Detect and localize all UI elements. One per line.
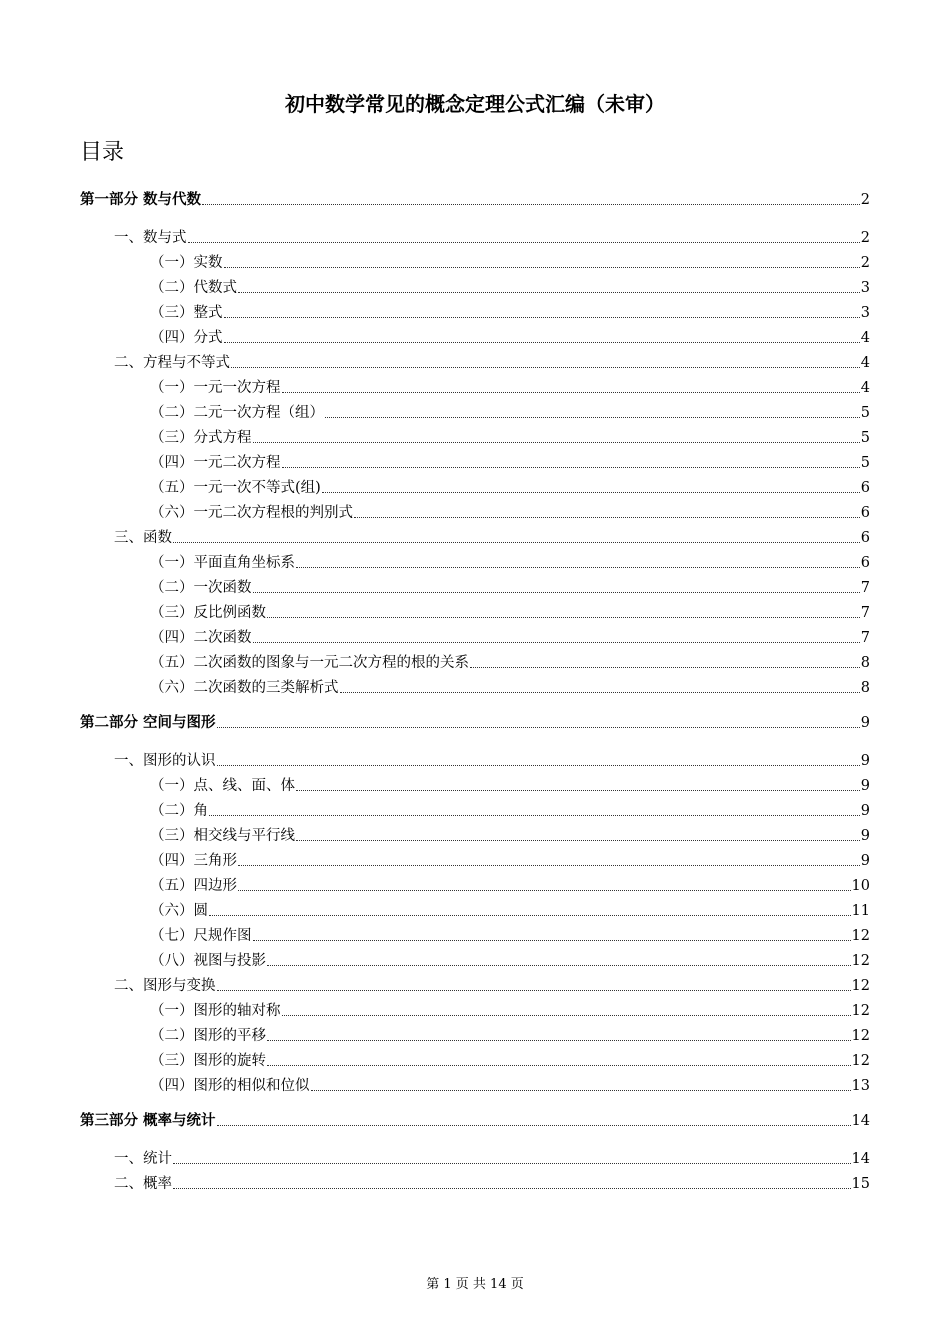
- toc-page-number: 9: [860, 753, 870, 769]
- toc-dot-leader: [282, 392, 860, 393]
- toc-page-number: 9: [860, 778, 870, 794]
- toc-entry-label: （一）平面直角坐标系: [150, 555, 295, 571]
- toc-section-entry[interactable]: [80, 225, 870, 247]
- toc-page-number: 8: [860, 680, 870, 696]
- toc-page-number: 2: [860, 192, 870, 208]
- toc-page-number: 5: [860, 455, 870, 471]
- toc-page-number: 6: [860, 480, 870, 496]
- toc-entry-label: （四）分式: [150, 330, 223, 346]
- toc-subsection-entry[interactable]: [80, 325, 870, 347]
- toc-page-number: 12: [851, 953, 870, 969]
- toc-dot-leader: [231, 367, 860, 368]
- toc-dot-leader: [224, 342, 860, 343]
- toc-dot-leader: [267, 1065, 851, 1066]
- toc-page-number: 10: [851, 878, 870, 894]
- toc-dot-leader: [267, 965, 851, 966]
- toc-subsection-entry[interactable]: [80, 275, 870, 297]
- toc-page-number: 4: [860, 330, 870, 346]
- toc-entry-label: 一、数与式: [114, 230, 187, 246]
- toc-subsection-entry[interactable]: [80, 600, 870, 622]
- toc-page-number: 4: [860, 380, 870, 396]
- toc-dot-leader: [322, 492, 860, 493]
- toc-subsection-entry[interactable]: [80, 848, 870, 870]
- toc-dot-leader: [188, 242, 860, 243]
- toc-dot-leader: [253, 442, 860, 443]
- toc-entry-label: （三）反比例函数: [150, 605, 266, 621]
- toc-dot-leader: [217, 1125, 851, 1126]
- toc-dot-leader: [253, 592, 860, 593]
- toc-section-entry[interactable]: [80, 973, 870, 995]
- page-footer: 第 1 页 共 14 页: [426, 1277, 524, 1292]
- toc-entry-label: （五）二次函数的图象与一元二次方程的根的关系: [150, 655, 469, 671]
- toc-dot-leader: [296, 567, 860, 568]
- toc-subsection-entry[interactable]: [80, 923, 870, 945]
- toc-entry-label: （一）图形的轴对称: [150, 1003, 281, 1019]
- toc-subsection-entry[interactable]: [80, 550, 870, 572]
- toc-dot-leader: [296, 840, 860, 841]
- toc-subsection-entry[interactable]: [80, 823, 870, 845]
- toc-page-number: 14: [851, 1151, 870, 1167]
- toc-entry-label: （七）尺规作图: [150, 928, 252, 944]
- toc-dot-leader: [296, 790, 860, 791]
- toc-dot-leader: [173, 1163, 851, 1164]
- toc-dot-leader: [354, 517, 860, 518]
- toc-subsection-entry[interactable]: [80, 948, 870, 970]
- toc-entry-label: 三、函数: [114, 530, 172, 546]
- toc-subsection-entry[interactable]: [80, 475, 870, 497]
- toc-dot-leader: [282, 1015, 851, 1016]
- toc-section-entry[interactable]: [80, 1146, 870, 1168]
- toc-subsection-entry[interactable]: [80, 300, 870, 322]
- toc-dot-leader: [238, 890, 851, 891]
- toc-subsection-entry[interactable]: [80, 575, 870, 597]
- toc-dot-leader: [325, 417, 860, 418]
- toc-entry-label: （四）图形的相似和位似: [150, 1078, 310, 1094]
- toc-page-number: 6: [860, 530, 870, 546]
- toc-dot-leader: [224, 317, 860, 318]
- toc-entry-label: 第一部分 数与代数: [80, 192, 202, 208]
- toc-page-number: 13: [851, 1078, 870, 1094]
- toc-entry-label: 二、概率: [114, 1176, 172, 1192]
- toc-entry-label: （八）视图与投影: [150, 953, 266, 969]
- toc-page-number: 11: [851, 903, 870, 919]
- toc-section-entry[interactable]: [80, 525, 870, 547]
- toc-entry-label: 第二部分 空间与图形: [80, 715, 216, 731]
- toc-entry-label: 二、图形与变换: [114, 978, 216, 994]
- toc-subsection-entry[interactable]: [80, 500, 870, 522]
- toc-dot-leader: [253, 940, 851, 941]
- toc-page-number: 2: [860, 230, 870, 246]
- toc-page-number: 9: [860, 803, 870, 819]
- toc-page-number: 12: [851, 1003, 870, 1019]
- toc-page-number: 9: [860, 715, 870, 731]
- toc-dot-leader: [217, 990, 851, 991]
- toc-subsection-entry[interactable]: [80, 998, 870, 1020]
- toc-page-number: 5: [860, 405, 870, 421]
- toc-subsection-entry[interactable]: [80, 798, 870, 820]
- toc-subsection-entry[interactable]: [80, 250, 870, 272]
- toc-entry-label: （六）圆: [150, 903, 208, 919]
- toc-page-number: 6: [860, 505, 870, 521]
- toc-page-number: 12: [851, 1053, 870, 1069]
- toc-entry-label: （二）一次函数: [150, 580, 252, 596]
- toc-entry-label: （四）一元二次方程: [150, 455, 281, 471]
- toc-page-number: 14: [851, 1113, 870, 1129]
- toc-entry-label: 一、图形的认识: [114, 753, 216, 769]
- toc-entry-label: （二）图形的平移: [150, 1028, 266, 1044]
- toc-dot-leader: [217, 727, 860, 728]
- toc-section-entry[interactable]: [80, 350, 870, 372]
- toc-part-entry[interactable]: [80, 187, 870, 209]
- toc-entry-label: （五）四边形: [150, 878, 237, 894]
- toc-entry-label: （二）二元一次方程（组）: [150, 405, 324, 421]
- toc-entry-label: （三）图形的旋转: [150, 1053, 266, 1069]
- toc-entry-label: （一）点、线、面、体: [150, 778, 295, 794]
- toc-dot-leader: [217, 765, 860, 766]
- toc-entry-label: （六）二次函数的三类解析式: [150, 680, 339, 696]
- toc-dot-leader: [202, 204, 860, 205]
- toc-subsection-entry[interactable]: [80, 1073, 870, 1095]
- toc-subsection-entry[interactable]: [80, 375, 870, 397]
- toc-dot-leader: [311, 1090, 851, 1091]
- toc-entry-label: （四）三角形: [150, 853, 237, 869]
- toc-page-number: 4: [860, 355, 870, 371]
- toc-subsection-entry[interactable]: [80, 1023, 870, 1045]
- toc-section-entry[interactable]: [80, 748, 870, 770]
- toc-dot-leader: [209, 915, 851, 916]
- toc-dot-leader: [173, 542, 860, 543]
- toc-subsection-entry[interactable]: [80, 675, 870, 697]
- toc-subsection-entry[interactable]: [80, 1048, 870, 1070]
- document-title: 初中数学常见的概念定理公式汇编（未审）: [285, 92, 665, 116]
- toc-page-number: 9: [860, 853, 870, 869]
- toc-entry-label: （三）整式: [150, 305, 223, 321]
- toc-subsection-entry[interactable]: [80, 873, 870, 895]
- toc-dot-leader: [238, 292, 860, 293]
- toc-page-number: 12: [851, 978, 870, 994]
- toc-dot-leader: [173, 1188, 851, 1189]
- toc-entry-label: （五）一元一次不等式(组): [150, 480, 321, 496]
- toc-page-number: 7: [860, 605, 870, 621]
- toc-entry-label: （三）分式方程: [150, 430, 252, 446]
- toc-page-number: 15: [851, 1176, 870, 1192]
- toc-page-number: 6: [860, 555, 870, 571]
- toc-subsection-entry[interactable]: [80, 450, 870, 472]
- toc-entry-label: 一、统计: [114, 1151, 172, 1167]
- toc-section-entry[interactable]: [80, 1171, 870, 1193]
- toc-entry-label: （一）一元一次方程: [150, 380, 281, 396]
- toc-dot-leader: [470, 667, 860, 668]
- toc-page-number: 12: [851, 1028, 870, 1044]
- toc-entry-label: （一）实数: [150, 255, 223, 271]
- toc-dot-leader: [238, 865, 860, 866]
- toc-subsection-entry[interactable]: [80, 400, 870, 422]
- toc-dot-leader: [224, 267, 860, 268]
- toc-page-number: 2: [860, 255, 870, 271]
- toc-entry-label: （六）一元二次方程根的判别式: [150, 505, 353, 521]
- toc-subsection-entry[interactable]: [80, 650, 870, 672]
- toc-subsection-entry[interactable]: [80, 773, 870, 795]
- toc-subsection-entry[interactable]: [80, 425, 870, 447]
- toc-entry-label: 二、方程与不等式: [114, 355, 230, 371]
- toc-entry-label: （二）代数式: [150, 280, 237, 296]
- toc-page-number: 3: [860, 305, 870, 321]
- toc-entry-label: 第三部分 概率与统计: [80, 1113, 216, 1129]
- toc-page-number: 9: [860, 828, 870, 844]
- toc-entry-label: （四）二次函数: [150, 630, 252, 646]
- toc-subsection-entry[interactable]: [80, 898, 870, 920]
- toc-entry-label: （三）相交线与平行线: [150, 828, 295, 844]
- toc-dot-leader: [209, 815, 860, 816]
- toc-part-entry[interactable]: [80, 1108, 870, 1130]
- toc-dot-leader: [267, 617, 860, 618]
- toc-dot-leader: [267, 1040, 851, 1041]
- toc-entry-label: （二）角: [150, 803, 208, 819]
- toc-part-entry[interactable]: [80, 710, 870, 732]
- toc-subsection-entry[interactable]: [80, 625, 870, 647]
- toc-page-number: 7: [860, 630, 870, 646]
- toc-page-number: 3: [860, 280, 870, 296]
- toc-dot-leader: [340, 692, 860, 693]
- toc-page-number: 5: [860, 430, 870, 446]
- toc-page-number: 8: [860, 655, 870, 671]
- toc-dot-leader: [282, 467, 860, 468]
- toc-dot-leader: [253, 642, 860, 643]
- toc-heading: 目录: [80, 140, 125, 165]
- toc-page-number: 7: [860, 580, 870, 596]
- toc-page-number: 12: [851, 928, 870, 944]
